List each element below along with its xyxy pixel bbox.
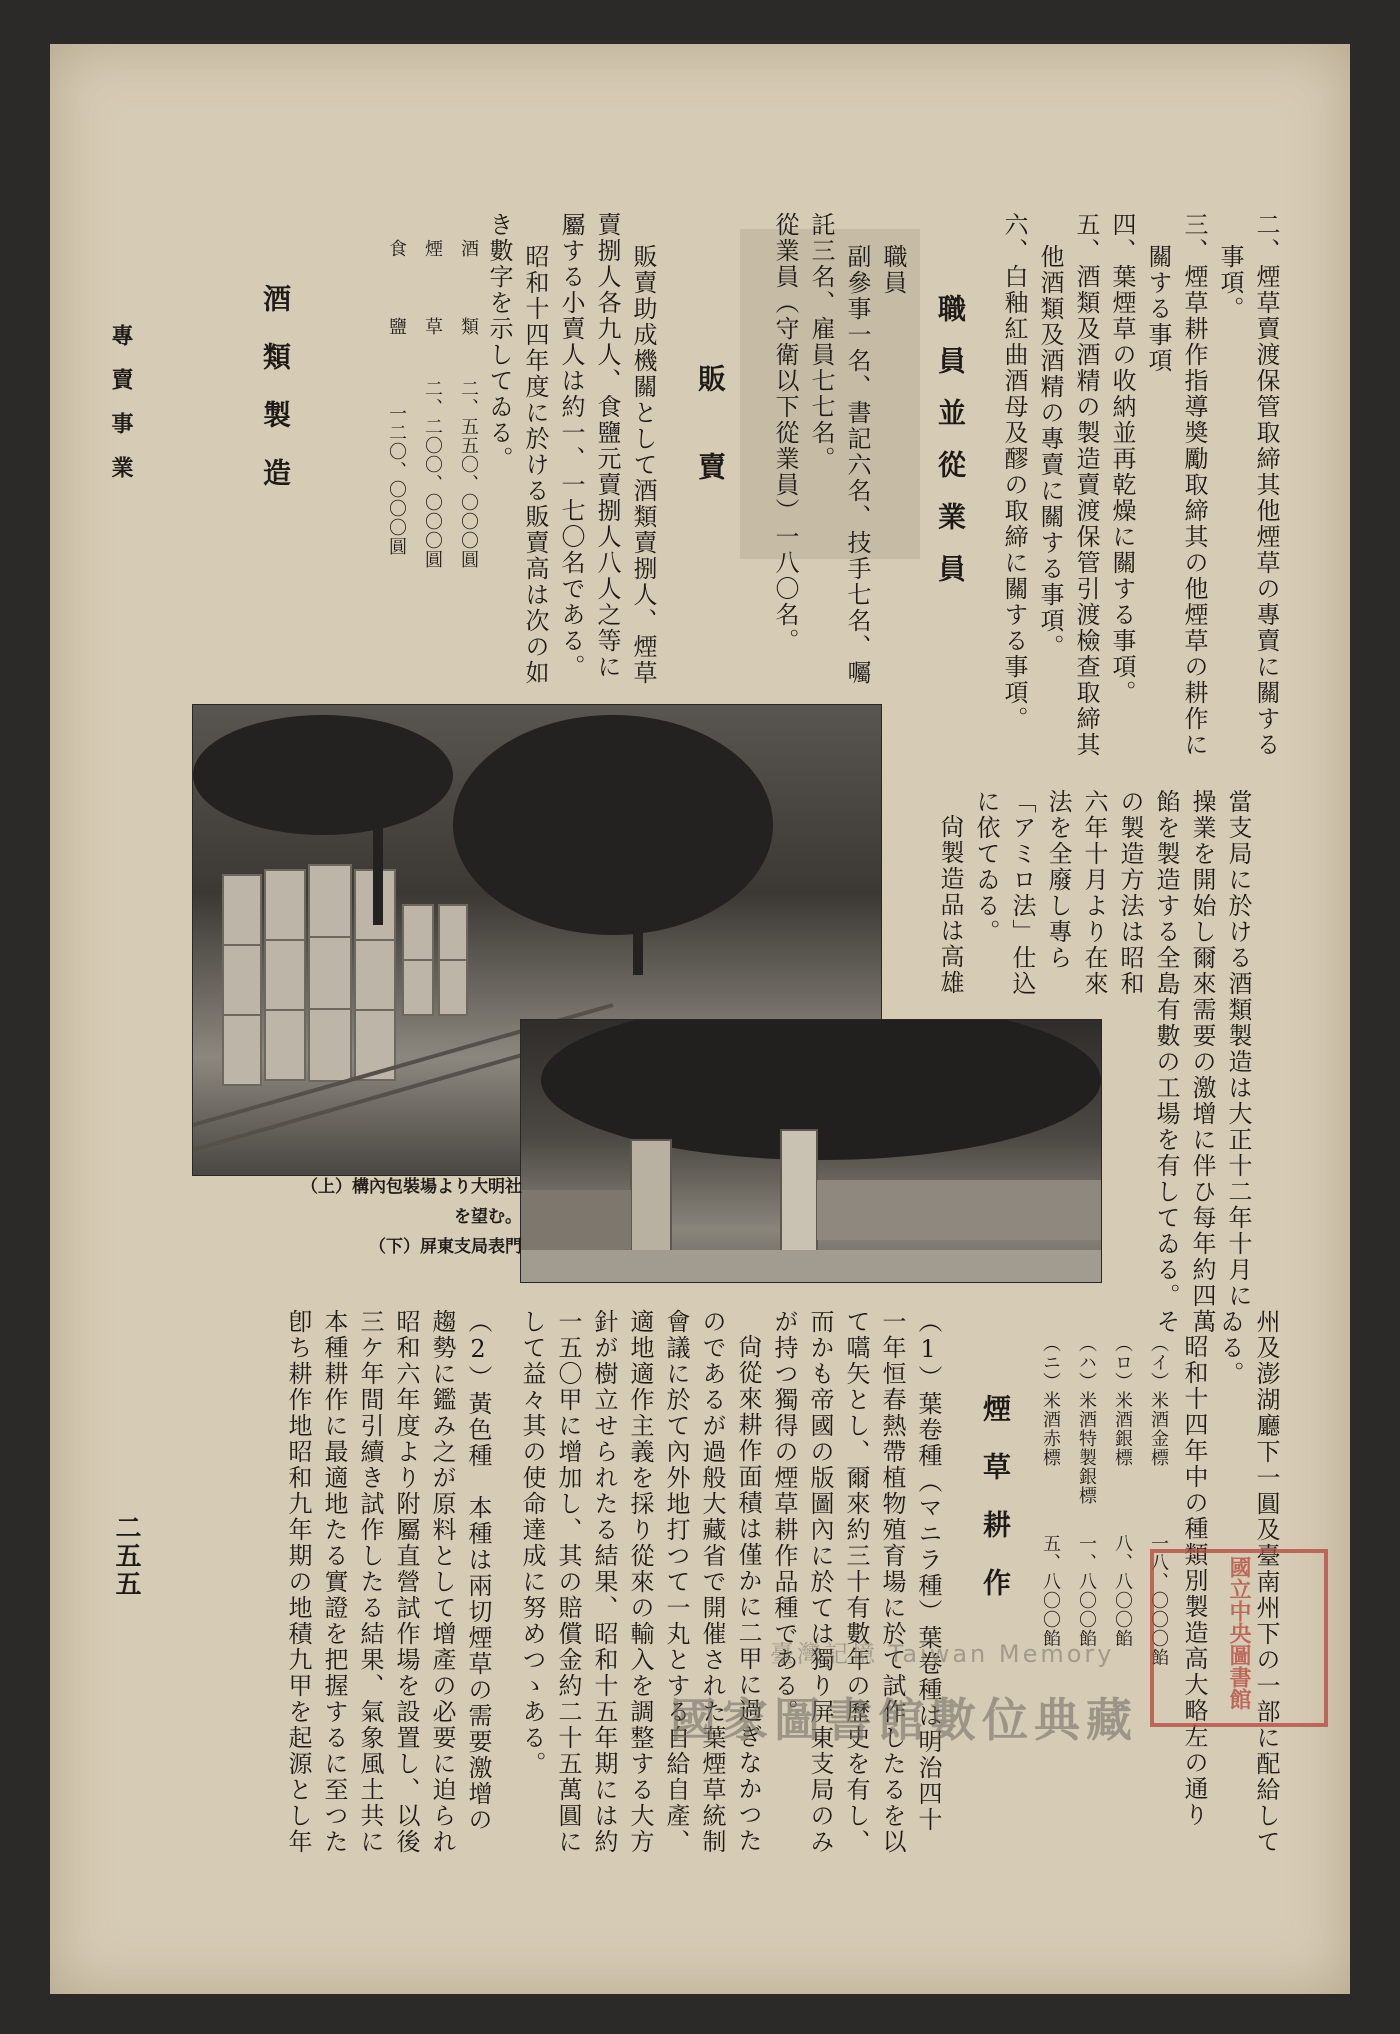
sales-table-item: 酒 類 <box>458 239 479 343</box>
sales-table-amount: 一二〇、〇〇〇圓 <box>386 404 407 556</box>
staff-line: 副參事一名、書記六名、技手七名、囑 <box>843 244 871 686</box>
liquor-table-amount: 八、八〇〇餡 <box>1112 1534 1133 1648</box>
gate-photo <box>520 1019 1102 1283</box>
duty-line: 關する事項 <box>1144 244 1172 374</box>
photo-caption <box>192 1172 522 1262</box>
duty-line: 三、煙草耕作指導奬勵取締其の他煙草の耕作に <box>1180 212 1208 758</box>
library-stamp <box>1150 1549 1328 1727</box>
tobacco-line: 尙從來耕作面積は僅かに二甲に過ぎなかつた <box>734 1334 762 1854</box>
liquor-line: 法を全廢し專ら <box>1044 789 1072 971</box>
sales-line: 販賣助成機關として酒類賣捌人、煙草 <box>629 244 657 686</box>
tobacco-line: が持つ獨得の煙草耕作品種である。 <box>770 1309 798 1725</box>
liquor-table-item: （イ）米酒金標 <box>1148 1334 1169 1467</box>
liquor-table-item: （ハ）米酒特製銀標 <box>1076 1334 1097 1505</box>
liquor-line: 尙製造品は高雄 <box>936 814 964 996</box>
tobacco-line: 一年恒春熱帶植物殖育場に於て試作したるを以 <box>878 1309 906 1855</box>
staff-heading: 職員並從業員 <box>934 294 967 606</box>
liquor-heading: 酒類製造 <box>259 284 292 516</box>
document-page <box>50 44 1350 1994</box>
sales-heading: 販賣 <box>694 364 727 540</box>
stamp-text: 國立中央圖書館 <box>1226 1556 1252 1710</box>
liquor-line: 昭和十四年中の種類別製造高大略左の通り <box>1180 1334 1208 1828</box>
liquor-line: 操業を開始し爾來需要の激增に伴ひ每年約四萬 <box>1188 789 1216 1335</box>
caption-top-cont: を望む。 <box>454 1207 522 1227</box>
duty-line: 二、煙草賣渡保管取締其他煙草の專賣に關する <box>1252 212 1280 758</box>
tobacco-line: 卽ち耕作地昭和九年期の地積九甲を起源とし年 <box>284 1309 312 1855</box>
duty-line: 四、葉煙草の收納並再乾燥に關する事項。 <box>1108 212 1136 706</box>
tobacco-line: 本種耕作に最適地たる實證を把握するに至つた <box>320 1309 348 1855</box>
sales-table-item: 食 鹽 <box>386 239 407 343</box>
page-number: 二五五 <box>111 1514 141 1598</box>
duty-line: 他酒類及酒精の專賣に關する事項。 <box>1036 244 1064 660</box>
staff-line: 託三名、雇員七七名。 <box>807 212 835 472</box>
tobacco-line: 會議に於て內外地打つて一丸とする自給自產、 <box>662 1309 690 1855</box>
liquor-line: 當支局に於ける酒類製造は大正十二年十月に <box>1224 789 1252 1309</box>
tobacco-line: のであるが過般大藏省で開催された葉煙草統制 <box>698 1309 726 1855</box>
tobacco-line: 趨勢に鑑み之が原料として增產の必要に迫られ <box>428 1309 456 1855</box>
liquor-line: 州及澎湖廳下一圓及臺南州下の一部に配給して <box>1252 1309 1280 1855</box>
liquor-table-amount: 一、八〇〇餡 <box>1076 1534 1097 1648</box>
duty-line: 六、白釉紅曲酒母及醪の取締に關する事項。 <box>1000 212 1028 732</box>
liquor-line: ゐる。 <box>1216 1309 1244 1387</box>
liquor-line: 「アミロ法」仕込 <box>1008 789 1036 997</box>
sales-table-item: 煙 草 <box>422 239 443 343</box>
caption-top: （上）構內包裝場より大明社 <box>301 1177 522 1197</box>
sales-line: 賣捌人各九人、食鹽元賣捌人八人之等に <box>593 212 621 680</box>
tobacco-line: 針が樹立せられたる結果、昭和十五年期には約 <box>590 1309 618 1855</box>
tobacco-line: て嚆矢とし、爾來約三十有數年の歷史を有し、 <box>842 1309 870 1855</box>
liquor-table-item: （ロ）米酒銀標 <box>1112 1334 1133 1467</box>
sales-line: き數字を示してゐる。 <box>485 212 513 472</box>
liquor-line: の製造方法は昭和 <box>1116 789 1144 997</box>
caption-bottom: （下）屏東支局表門 <box>369 1237 522 1257</box>
tobacco-line: 而かも帝國の版圖內に於ては獨り屏東支局のみ <box>806 1309 834 1855</box>
duty-line: 五、酒類及酒精の製造賣渡保管引渡檢查取締其 <box>1072 212 1100 758</box>
tobacco-line: 適地適作主義を採り從來の輸入を調整する大方 <box>626 1309 654 1855</box>
staff-line: 從業員（守衛以下從業員）一八〇名。 <box>771 212 799 654</box>
tobacco-line: （2）黃色種 本種は兩切煙草の需要激增の <box>464 1309 492 1833</box>
duty-line: 事項。 <box>1216 244 1244 322</box>
watermark: 國家圖書館數位典藏 <box>670 1693 1138 1747</box>
sales-line: 昭和十四年度に於ける販賣高は次の如 <box>521 244 549 686</box>
tobacco-line: 三ケ年間引續き試作したる結果、氣象風土共に <box>356 1309 384 1855</box>
tobacco-line: 一五〇甲に增加し、其の賠償金約二十五萬圓に <box>554 1309 582 1855</box>
sales-table-amount: 二、五五〇、〇〇〇圓 <box>458 379 479 569</box>
tobacco-line: して益々其の使命達成に努めつゝある。 <box>518 1309 546 1777</box>
liquor-line: に依てゐる。 <box>972 789 1000 945</box>
gate-illustration <box>521 1020 1101 1282</box>
tobacco-line: 昭和六年度より附屬直營試作場を設置し、以後 <box>392 1309 420 1855</box>
running-head: 專賣事業 <box>108 324 134 500</box>
liquor-table-amount: 五、八〇〇餡 <box>1040 1534 1061 1648</box>
liquor-line: 六年十月より在來 <box>1080 789 1108 997</box>
sales-table-amount: 二、二〇〇、〇〇〇圓 <box>422 379 443 569</box>
liquor-table-amount: 一八、〇〇〇餡 <box>1148 1534 1169 1667</box>
sales-line: 屬する小賣人は約一、一七〇名である。 <box>557 212 585 680</box>
tobacco-line: （1）葉卷種（マニラ種）葉卷種は明治四十 <box>914 1309 942 1833</box>
staff-line: 職員 <box>879 244 907 296</box>
watermark-sub: 臺灣記憶 Taiwan Memory <box>770 1640 1115 1668</box>
liquor-line: 餡を製造する全島有數の工場を有してゐる。そ <box>1152 789 1180 1335</box>
liquor-table-item: （ニ）米酒赤標 <box>1040 1334 1061 1467</box>
tobacco-heading: 煙草耕作 <box>979 1394 1012 1626</box>
